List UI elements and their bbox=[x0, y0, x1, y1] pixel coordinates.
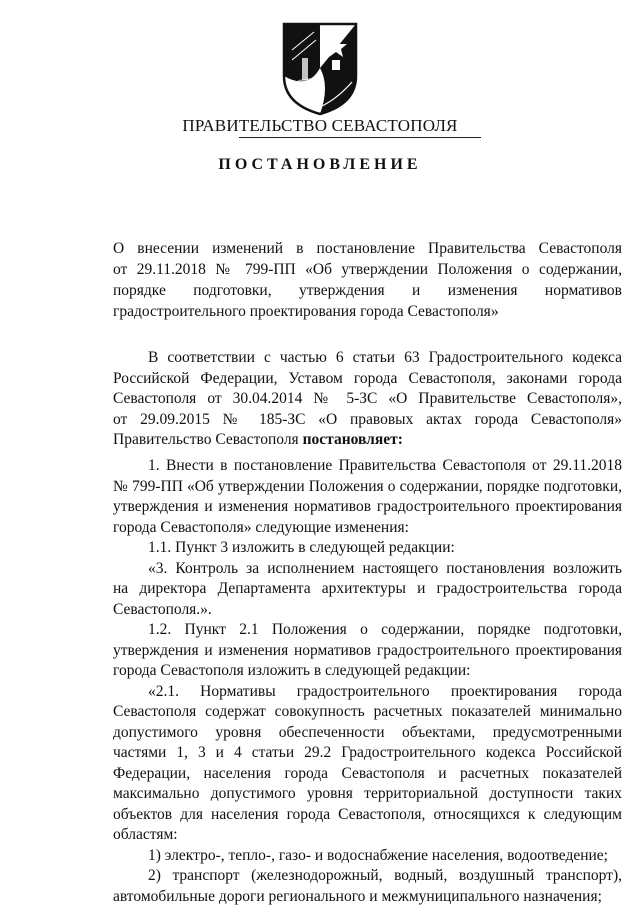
body-line: города Севастополя» следующие изменения: bbox=[113, 518, 622, 539]
body-line: объектов для населения города Севастополя, относящихся к следующим bbox=[113, 805, 622, 826]
government-name: ПРАВИТЕЛЬСТВО СЕВАСТОПОЛЯ bbox=[0, 116, 640, 136]
body-line: города Севастополя изложить в следующей редакции: bbox=[113, 661, 622, 682]
body-line: «2.1. Нормативы градостроительного проектирования города bbox=[113, 682, 622, 703]
body-line: 2) транспорт (железнодорожный, водный, воздушный транспорт), bbox=[113, 866, 622, 887]
body-line: 1. Внести в постановление Правительства Севастополя от 29.11.2018 bbox=[113, 456, 622, 477]
subject-line: от 29.11.2018 № 799-ПП «Об утверждении Положения о содержании, bbox=[113, 259, 622, 280]
subject-line: порядке подготовки, утверждения и изменения нормативов bbox=[113, 280, 622, 301]
body-line: Севастополя.». bbox=[113, 600, 622, 621]
body-line: областям: bbox=[113, 825, 622, 846]
body-line: 1.1. Пункт 3 изложить в следующей редакции: bbox=[113, 538, 622, 559]
body-line: частями 1, 3 и 4 статьи 29.2 Градостроительного кодекса Российской bbox=[113, 743, 622, 764]
document-subject bbox=[113, 238, 622, 322]
preamble-line: от 29.09.2015 № 185-ЗС «О правовых актах города Севастополя» bbox=[113, 410, 622, 431]
resolution-body bbox=[113, 456, 622, 907]
body-line: на директора Департамента архитектуры и градостроительства города bbox=[113, 579, 622, 600]
body-line: Федерации, населения города Севастополя и расчетных показателей bbox=[113, 764, 622, 785]
preamble-last-text: Правительство Севастополя bbox=[113, 431, 303, 448]
body-line: максимально допустимого уровня территориальной доступности таких bbox=[113, 784, 622, 805]
preamble-line bbox=[113, 430, 622, 451]
body-line: «3. Контроль за исполнением настоящего постановления возложить bbox=[113, 559, 622, 580]
body-line: утверждения и изменения нормативов градостроительного проектирования bbox=[113, 497, 622, 518]
body-line: 1) электро-, тепло-, газо- и водоснабжение населения, водоотведение; bbox=[113, 846, 622, 867]
preamble-line: В соответствии с частью 6 статьи 63 Градостроительного кодекса bbox=[113, 348, 622, 369]
resolves-keyword: постановляет: bbox=[303, 431, 403, 448]
subject-line: О внесении изменений в постановление Правительства Севастополя bbox=[113, 238, 622, 259]
body-line: автомобильные дороги регионального и межмуниципального назначения; bbox=[113, 887, 622, 907]
body-line: Севастополя содержат совокупность расчетных показателей минимально bbox=[113, 702, 622, 723]
coat-of-arms-emblem bbox=[278, 20, 362, 116]
preamble-paragraph bbox=[113, 348, 622, 451]
header-underline bbox=[239, 137, 481, 138]
preamble-line: Севастополя от 30.04.2014 № 5-ЗС «О Правительстве Севастополя», bbox=[113, 389, 622, 410]
document-type-title: ПОСТАНОВЛЕНИЕ bbox=[0, 156, 640, 174]
body-line: утверждения и изменения нормативов градостроительного проектирования bbox=[113, 641, 622, 662]
subject-line: градостроительного проектирования города Севастополя» bbox=[113, 301, 622, 322]
body-line: допустимого уровня обеспеченности объектами, предусмотренными bbox=[113, 723, 622, 744]
body-line: 1.2. Пункт 2.1 Положения о содержании, порядке подготовки, bbox=[113, 620, 622, 641]
preamble-line: Российской Федерации, Уставом города Севастополя, законами города bbox=[113, 369, 622, 390]
body-line: № 799-ПП «Об утверждении Положения о содержании, порядке подготовки, bbox=[113, 477, 622, 498]
